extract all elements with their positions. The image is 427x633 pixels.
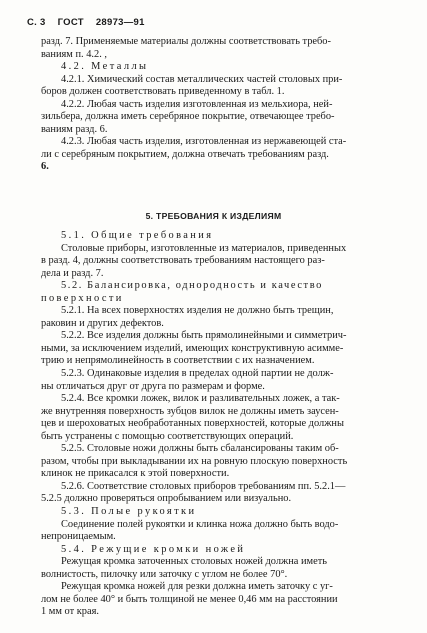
section-4-text	[41, 36, 394, 174]
text-line: 6.	[41, 161, 49, 173]
standard-label: ГОСТ	[57, 17, 84, 28]
text-line: 4.2.3. Любая часть изделия, изготовленная из нержавеющей ста-	[61, 136, 347, 148]
subsection-heading: 5.3. Полые рукоятки	[61, 506, 197, 518]
text-line: 4.2.2. Любая часть изделия изготовленная из мельхиора, ней-	[61, 98, 333, 110]
text-line: же внутренняя поверхность зубцов вилок не должны иметь заусен-	[41, 405, 339, 417]
text-line: ваниям п. 4.2. ,	[41, 48, 107, 60]
text-line: дела и разд. 7.	[41, 267, 104, 279]
subsection-heading: 5.4. Режущие кромки ножей	[61, 543, 246, 555]
text-line: Режущая кромка ножей для резки должна иметь заточку с уг-	[61, 581, 333, 593]
text-line: ли с серебряным покрытием, должна отвечать требованиям разд.	[41, 148, 329, 160]
text-line: 5.2.4. Все кромки ложек, вилок и разливательных ложек, а так-	[61, 393, 340, 405]
text-line: ваниям разд. 6.	[41, 123, 108, 135]
text-line: ны отличаться друг от друга по размерам и форме.	[41, 380, 265, 392]
text-line: 1 мм от края.	[41, 606, 99, 618]
text-line: 5.2.1. На всех поверхностях изделия не должно быть трещин,	[61, 305, 334, 317]
standard-number: 28973—91	[95, 17, 145, 28]
text-line: в разд. 4, должны соответствовать требованиям настоящего раз-	[41, 255, 325, 267]
subsection-heading: 5.1. Общие требования	[61, 230, 214, 241]
text-line: 5.2.2. Все изделия должны быть прямолинейными и симметрич-	[61, 330, 347, 342]
text-line: Режущая кромка заточенных столовых ножей должна иметь	[61, 556, 327, 568]
text-line: волнистость, пилочку или заточку с углом не более 70°.	[41, 568, 288, 580]
text-line: 5.2.3. Одинаковые изделия в пределах одной партии не долж-	[61, 368, 334, 380]
text-line: Столовые приборы, изготовленные из материалов, приведенных	[61, 242, 347, 254]
text-line: разом, чтобы при выкладывании их на ровную плоскую поверхность	[41, 455, 348, 467]
subsection-heading: поверхности	[41, 292, 124, 304]
text-line: 5.2.5 должно проверяться опробыванием или визуально.	[41, 493, 292, 505]
text-line: лом не более 40° и быть толщиной не менее 0,46 мм на расстоянии	[41, 593, 338, 605]
text-line: зильбера, должна иметь серебряное покрытие, отвечающее требо-	[41, 111, 335, 123]
text-line: разд. 7. Применяемые материалы должны соответствовать требо-	[41, 36, 331, 47]
page-header	[27, 17, 154, 30]
text-line: боров должен соответствовать приведенному в табл. 1.	[41, 86, 285, 98]
text-line: непроницаемым.	[41, 531, 116, 543]
section-title: 5. ТРЕБОВАНИЯ К ИЗДЕЛИЯМ	[145, 211, 282, 221]
text-line: клинок не прикасался к этой поверхности.	[41, 468, 230, 480]
text-line: трию и непрямолинейность в соответствии с их назначением.	[41, 355, 315, 367]
text-line: 5.2.5. Столовые ножи должны быть сбалансированы таким об-	[61, 443, 339, 455]
text-line: 4.2.1. Химический состав металлических частей столовых при-	[61, 73, 343, 85]
text-line: раковин и других дефектов.	[41, 317, 164, 329]
section-5-text	[41, 230, 394, 619]
page-number: С. 3	[27, 17, 46, 28]
text-line: цев и шероховатых необработанных поверхностей, которые должны	[41, 418, 344, 430]
subsection-heading: 4.2. Металлы	[61, 61, 149, 73]
text-line: Соединение полей рукоятки и клинка ножа должно быть водо-	[61, 518, 339, 530]
text-line: ными, за исключением изделий, имеющих конструктивную асимме-	[41, 342, 344, 354]
text-line: быть устранены с помощью соответствующих операций.	[41, 430, 294, 442]
subsection-heading: 5.2. Балансировка, однородность и качество	[61, 280, 323, 292]
text-line: 5.2.6. Соответствие столовых приборов требованиям пп. 5.2.1—	[61, 480, 346, 492]
